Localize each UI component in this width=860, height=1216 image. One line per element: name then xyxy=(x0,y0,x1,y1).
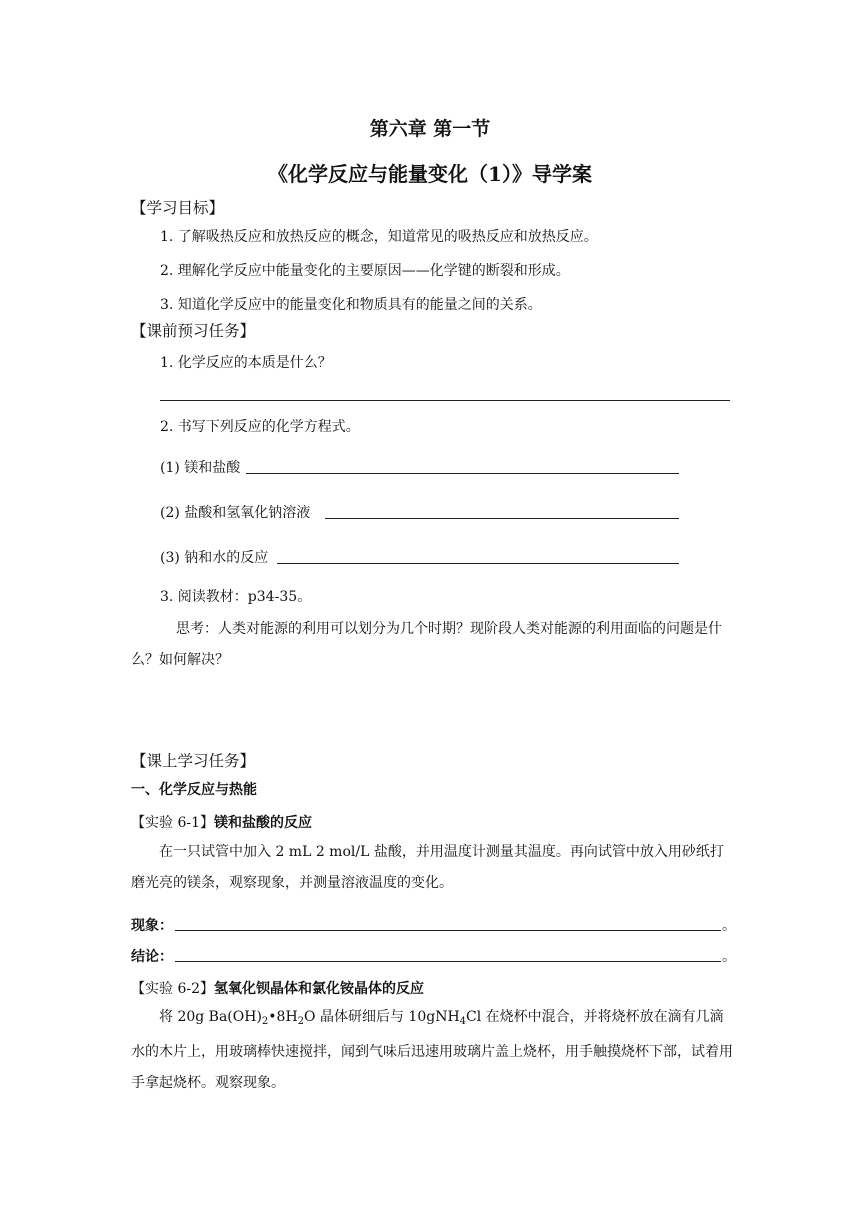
document-title: 《化学反应与能量变化（1）》导学案 xyxy=(268,162,592,186)
answer-line[interactable] xyxy=(160,400,730,401)
experiment-2-title: 氢氧化钡晶体和氯化铵晶体的反应 xyxy=(214,981,424,997)
equation-label-1: (1) 镁和盐酸 xyxy=(160,460,241,476)
objective-item: 2. 理解化学反应中能量变化的主要原因——化学键的断裂和形成。 xyxy=(160,263,570,279)
conclusion-label: 结论： xyxy=(131,949,173,965)
equation-label-2: (2) 盐酸和氢氧化钠溶液 xyxy=(160,505,311,521)
period-mark: 。 xyxy=(722,949,736,965)
preview-question-3: 3. 阅读教材：p34-35。 xyxy=(160,589,312,605)
answer-line[interactable] xyxy=(175,930,721,931)
preview-question-2: 2. 书写下列反应的化学方程式。 xyxy=(160,419,360,435)
experiment-1-label: 【实验 6-1】 xyxy=(131,815,214,831)
experiment-1-text: 在一只试管中加入 2 mL 2 mol/L 盐酸，并用温度计测量其温度。再向试管中放入用砂纸打磨光亮的镁条，观察现象，并测量溶液温度的变化。 xyxy=(131,844,724,891)
think-paragraph: 思考：人类对能源的利用可以划分为几个时期？现阶段人类对能源的利用面临的问题是什么？如何解决？ xyxy=(131,621,722,668)
experiment-1-heading xyxy=(131,812,312,832)
answer-line[interactable] xyxy=(246,473,679,474)
objective-item: 3. 知道化学反应中的能量变化和物质具有的能量之间的关系。 xyxy=(160,297,542,313)
class-heading: 【课上学习任务】 xyxy=(131,752,256,770)
experiment-1-title: 镁和盐酸的反应 xyxy=(214,815,312,831)
part-heading: 一、化学反应与热能 xyxy=(131,782,257,798)
answer-line[interactable] xyxy=(277,563,679,564)
experiment-2-heading xyxy=(131,978,424,998)
objectives-heading: 【学习目标】 xyxy=(131,199,225,217)
equation-label-3: (3) 钠和水的反应 xyxy=(160,550,269,566)
preview-heading: 【课前预习任务】 xyxy=(131,322,256,340)
objective-item: 1. 了解吸热反应和放热反应的概念，知道常见的吸热反应和放热反应。 xyxy=(160,229,598,245)
period-mark: 。 xyxy=(722,918,736,934)
answer-line[interactable] xyxy=(325,518,679,519)
answer-line[interactable] xyxy=(175,961,721,962)
preview-question-1: 1. 化学反应的本质是什么？ xyxy=(160,355,332,371)
experiment-2-label: 【实验 6-2】 xyxy=(131,981,214,997)
chapter-title: 第六章 第一节 xyxy=(369,118,491,140)
phenomenon-label: 现象： xyxy=(131,918,173,934)
experiment-2-text: 将 20g $Ba(OH)_2•8H_2O$ 晶体研细后与 10gNH$_4$Cl 在烧杯中混合，并将烧杯放在滴有几滴水的木片上，用玻璃棒快速搅拌，闻到气味后迅速用玻璃片盖上烧杯，用手触摸烧杯下部，试着用手拿起烧杯。观察现象。 xyxy=(131,1009,733,1091)
